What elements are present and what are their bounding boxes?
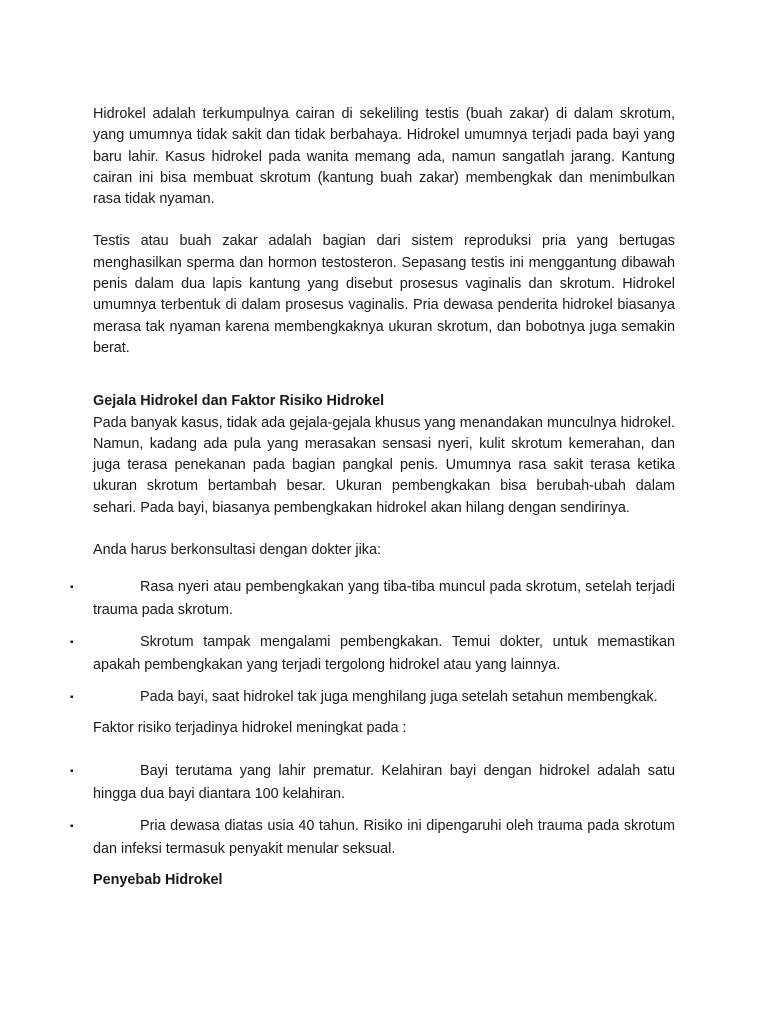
bullet-icon: ▪ (70, 582, 74, 594)
consult-intro: Anda harus berkonsultasi dengan dokter jika: (93, 542, 381, 559)
risk-intro: Faktor risiko terjadinya hidrokel meningkat pada : (93, 720, 407, 737)
intro-paragraph-1: Hidrokel adalah terkumpulnya cairan di sekeliling testis (buah zakar) di dalam skrotum, yang umumnya tidak sakit dan tidak berbahaya. Hidrokel umumnya terjadi pada bayi yang baru lahir. Kasus hidrokel pada wanita memang ada, namun sangatlah jarang. Kantung cairan ini bisa membuat skrotum (kantung buah zakar) membengkak dan menimbulkan rasa tidak nyaman. (93, 106, 675, 208)
list-item-text: Pada bayi, saat hidrokel tak juga menghilang juga setelah setahun membengkak. (140, 689, 658, 706)
list-item (70, 576, 675, 622)
bullet-icon: ▪ (70, 820, 74, 832)
section-heading-penyebab: Penyebab Hidrokel (93, 871, 223, 888)
bullet-icon: ▪ (70, 637, 74, 649)
list-item (70, 815, 675, 861)
list-item-text: Rasa nyeri atau pembengkakan yang tiba-tiba muncul pada skrotum, setelah terjadi trauma pada skrotum. (93, 579, 675, 619)
list-item-text: Bayi terutama yang lahir prematur. Kelahiran bayi dengan hidrokel adalah satu hingga dua bayi diantara 100 kelahiran. (93, 762, 675, 802)
list-item (70, 760, 675, 806)
list-item-text: Pria dewasa diatas usia 40 tahun. Risiko ini dipengaruhi oleh trauma pada skrotum dan infeksi termasuk penyakit menular seksual. (93, 817, 675, 857)
list-item (70, 686, 675, 709)
intro-paragraph-2: Testis atau buah zakar adalah bagian dari sistem reproduksi pria yang bertugas menghasilkan sperma dan hormon testosteron. Sepasang testis ini menggantung dibawah penis dalam dua lapis kantung yang disebut prosesus vaginalis dan skrotum. Hidrokel umumnya terbentuk di dalam prosesus vaginalis. Pria dewasa penderita hidrokel biasanya merasa tak nyaman karena membengkaknya ukuran skrotum, dan bobotnya juga semakin berat. (93, 233, 675, 356)
section-heading-gejala: Gejala Hidrokel dan Faktor Risiko Hidrokel (93, 393, 385, 410)
consult-list (70, 576, 675, 709)
section-paragraph-gejala: Pada banyak kasus, tidak ada gejala-gejala khusus yang menandakan munculnya hidrokel. Namun, kadang ada pula yang merasakan sensasi nyeri, kulit skrotum kemerahan, dan juga terasa penekanan pada bagian pangkal penis. Umumnya rasa sakit terasa ketika ukuran skrotum bertambah besar. Ukuran pembengkakan bisa berubah-ubah dalam sehari. Pada bayi, biasanya pembengkakan hidrokel akan hilang dengan sendirinya. (93, 414, 675, 516)
document-body (70, 104, 675, 891)
bullet-icon: ▪ (70, 692, 74, 704)
bullet-icon: ▪ (70, 765, 74, 777)
risk-list (70, 760, 675, 861)
list-item-text: Skrotum tampak mengalami pembengkakan. Temui dokter, untuk memastikan apakah pembengkakan yang terjadi tergolong hidrokel atau yang lainnya. (93, 634, 675, 674)
list-item (70, 631, 675, 677)
